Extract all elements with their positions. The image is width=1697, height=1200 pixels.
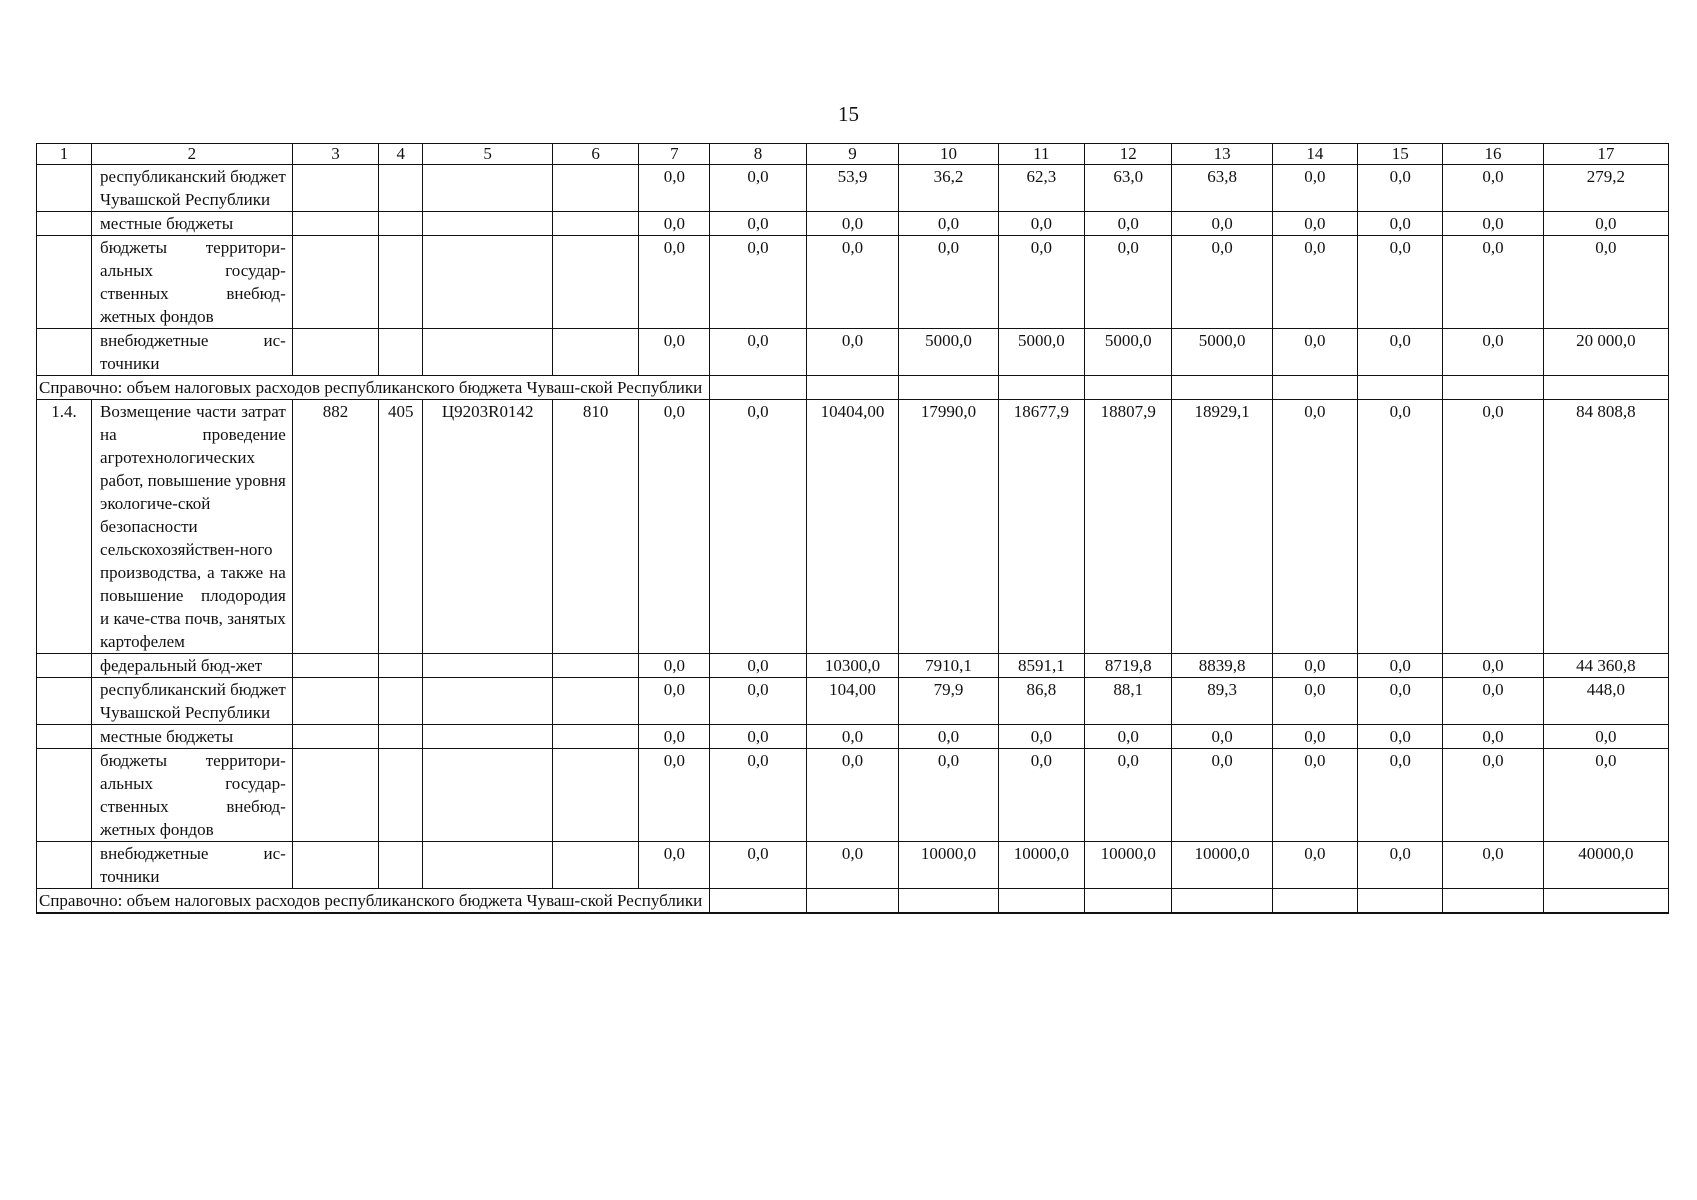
value-cell: 0,0 (1272, 678, 1357, 725)
empty-cell (292, 749, 378, 842)
funding-source-row (37, 654, 1669, 678)
value-cell: 0,0 (1358, 212, 1443, 236)
value-cell: 0,0 (1272, 329, 1357, 376)
value-cell: 40000,0 (1543, 842, 1668, 889)
value-cell: 0,0 (1272, 212, 1357, 236)
value-cell: 0,0 (639, 329, 710, 376)
page-number: 15 (838, 102, 859, 126)
funding-source-name: бюджеты территори-альных государ-ственных внебюд-жетных фондов (92, 749, 293, 842)
empty-cell (379, 165, 423, 212)
funding-source-name: внебюджетные ис-точники (92, 329, 293, 376)
empty-cell (1358, 376, 1443, 400)
funding-source-name: республиканский бюджет Чувашской Республики (92, 165, 293, 212)
empty-cell (552, 749, 638, 842)
empty-cell (1272, 889, 1357, 914)
column-number: 9 (806, 144, 899, 165)
empty-cell (1543, 889, 1668, 914)
value-cell: 0,0 (1443, 725, 1543, 749)
value-cell: 20 000,0 (1543, 329, 1668, 376)
empty-cell (37, 678, 92, 725)
value-cell: 5000,0 (998, 329, 1084, 376)
value-cell: 0,0 (1358, 654, 1443, 678)
value-cell: 0,0 (1172, 212, 1272, 236)
empty-cell (1272, 376, 1357, 400)
value-cell: 0,0 (806, 329, 899, 376)
empty-cell (292, 725, 378, 749)
column-number: 7 (639, 144, 710, 165)
empty-cell (806, 376, 899, 400)
funding-source-row (37, 236, 1669, 329)
reference-note: Справочно: объем налоговых расходов республиканского бюджета Чуваш-ской Республики (37, 376, 710, 400)
empty-cell (710, 889, 806, 914)
value-cell: 0,0 (639, 212, 710, 236)
value-cell: 0,0 (639, 400, 710, 654)
value-cell: 0,0 (806, 212, 899, 236)
empty-cell (1085, 889, 1172, 914)
value-cell: 10000,0 (998, 842, 1084, 889)
empty-cell (423, 654, 553, 678)
empty-cell (292, 329, 378, 376)
empty-cell (998, 376, 1084, 400)
empty-cell (379, 654, 423, 678)
value-cell: 10404,00 (806, 400, 899, 654)
empty-cell (1172, 376, 1272, 400)
value-cell: 63,0 (1085, 165, 1172, 212)
value-cell: 0,0 (639, 654, 710, 678)
value-cell: 0,0 (1272, 842, 1357, 889)
value-cell: 0,0 (998, 725, 1084, 749)
measure-name: Возмещение части затрат на проведение агротехнологических работ, повышение уровня экологиче-ской безопасности сельскохозяйствен-ного производства, а также на повышение плодородия и каче-ства почв, занятых картофелем (92, 400, 293, 654)
value-cell: 0,0 (1358, 678, 1443, 725)
table-body (37, 144, 1669, 914)
value-cell: 53,9 (806, 165, 899, 212)
budget-table (36, 143, 1669, 914)
funding-source-row (37, 842, 1669, 889)
column-number: 10 (899, 144, 998, 165)
column-number: 12 (1085, 144, 1172, 165)
value-cell: 0,0 (1358, 400, 1443, 654)
empty-cell (998, 889, 1084, 914)
empty-cell (292, 842, 378, 889)
value-cell: 0,0 (1358, 165, 1443, 212)
value-cell: 10000,0 (899, 842, 998, 889)
value-cell: 62,3 (998, 165, 1084, 212)
empty-cell (379, 236, 423, 329)
value-cell: 0,0 (806, 749, 899, 842)
value-cell: 0,0 (899, 236, 998, 329)
empty-cell (292, 654, 378, 678)
value-cell: 89,3 (1172, 678, 1272, 725)
value-cell: 0,0 (710, 678, 806, 725)
value-cell: 0,0 (710, 165, 806, 212)
empty-cell (423, 842, 553, 889)
value-cell: 8719,8 (1085, 654, 1172, 678)
empty-cell (1358, 889, 1443, 914)
column-number: 3 (292, 144, 378, 165)
empty-cell (292, 678, 378, 725)
funding-source-row (37, 725, 1669, 749)
value-cell: 0,0 (1272, 236, 1357, 329)
empty-cell (1443, 889, 1543, 914)
value-cell: 0,0 (1543, 236, 1668, 329)
empty-cell (423, 678, 553, 725)
funding-source-row (37, 678, 1669, 725)
funding-source-row (37, 749, 1669, 842)
value-cell: 0,0 (639, 842, 710, 889)
value-cell: 0,0 (639, 165, 710, 212)
column-number: 5 (423, 144, 553, 165)
value-cell: 448,0 (1543, 678, 1668, 725)
value-cell: 0,0 (1443, 749, 1543, 842)
value-cell: 0,0 (899, 212, 998, 236)
empty-cell (292, 236, 378, 329)
funding-source-name: бюджеты территори-альных государ-ственных внебюд-жетных фондов (92, 236, 293, 329)
value-cell: 0,0 (710, 236, 806, 329)
empty-cell (379, 329, 423, 376)
empty-cell (1443, 376, 1543, 400)
value-cell: 8591,1 (998, 654, 1084, 678)
reference-note: Справочно: объем налоговых расходов республиканского бюджета Чуваш-ской Республики (37, 889, 710, 914)
value-cell: 0,0 (998, 236, 1084, 329)
value-cell: 0,0 (1172, 725, 1272, 749)
funding-source-name: внебюджетные ис-точники (92, 842, 293, 889)
cell-col3: 882 (292, 400, 378, 654)
empty-cell (552, 654, 638, 678)
value-cell: 0,0 (1358, 749, 1443, 842)
empty-cell (423, 329, 553, 376)
empty-cell (37, 212, 92, 236)
reference-note-row (37, 376, 1669, 400)
empty-cell (423, 212, 553, 236)
value-cell: 10300,0 (806, 654, 899, 678)
value-cell: 0,0 (1443, 400, 1543, 654)
empty-cell (1085, 376, 1172, 400)
column-number: 2 (92, 144, 293, 165)
value-cell: 0,0 (1358, 725, 1443, 749)
empty-cell (37, 236, 92, 329)
value-cell: 0,0 (1358, 842, 1443, 889)
empty-cell (37, 749, 92, 842)
empty-cell (37, 654, 92, 678)
funding-source-row (37, 212, 1669, 236)
value-cell: 0,0 (1085, 236, 1172, 329)
value-cell: 8839,8 (1172, 654, 1272, 678)
empty-cell (37, 165, 92, 212)
empty-cell (552, 329, 638, 376)
value-cell: 0,0 (1272, 400, 1357, 654)
value-cell: 0,0 (1543, 749, 1668, 842)
value-cell: 0,0 (1443, 678, 1543, 725)
value-cell: 0,0 (1172, 236, 1272, 329)
value-cell: 0,0 (998, 212, 1084, 236)
column-number-row (37, 144, 1669, 165)
value-cell: 0,0 (1272, 654, 1357, 678)
empty-cell (37, 842, 92, 889)
value-cell: 104,00 (806, 678, 899, 725)
value-cell: 18807,9 (1085, 400, 1172, 654)
funding-source-row (37, 329, 1669, 376)
value-cell: 17990,0 (899, 400, 998, 654)
column-number: 17 (1543, 144, 1668, 165)
value-cell: 0,0 (710, 212, 806, 236)
column-number: 11 (998, 144, 1084, 165)
value-cell: 0,0 (1272, 749, 1357, 842)
funding-source-name: местные бюджеты (92, 725, 293, 749)
value-cell: 10000,0 (1172, 842, 1272, 889)
value-cell: 0,0 (998, 749, 1084, 842)
column-number: 1 (37, 144, 92, 165)
value-cell: 10000,0 (1085, 842, 1172, 889)
empty-cell (552, 725, 638, 749)
value-cell: 0,0 (1443, 165, 1543, 212)
column-number: 15 (1358, 144, 1443, 165)
empty-cell (37, 329, 92, 376)
empty-cell (379, 749, 423, 842)
value-cell: 0,0 (639, 725, 710, 749)
funding-source-row (37, 165, 1669, 212)
value-cell: 5000,0 (1172, 329, 1272, 376)
item-index: 1.4. (37, 400, 92, 654)
value-cell: 5000,0 (1085, 329, 1172, 376)
value-cell: 0,0 (710, 842, 806, 889)
funding-source-name: республиканский бюджет Чувашской Республики (92, 678, 293, 725)
value-cell: 0,0 (1172, 749, 1272, 842)
value-cell: 63,8 (1172, 165, 1272, 212)
value-cell: 0,0 (899, 749, 998, 842)
value-cell: 0,0 (1272, 165, 1357, 212)
empty-cell (552, 678, 638, 725)
value-cell: 0,0 (1358, 236, 1443, 329)
empty-cell (423, 165, 553, 212)
measure-row (37, 400, 1669, 654)
empty-cell (552, 165, 638, 212)
empty-cell (552, 236, 638, 329)
funding-source-name: федеральный бюд-жет (92, 654, 293, 678)
empty-cell (552, 212, 638, 236)
value-cell: 0,0 (1358, 329, 1443, 376)
empty-cell (292, 212, 378, 236)
cell-col4: 405 (379, 400, 423, 654)
value-cell: 0,0 (1085, 725, 1172, 749)
value-cell: 18929,1 (1172, 400, 1272, 654)
value-cell: 0,0 (639, 749, 710, 842)
empty-cell (423, 749, 553, 842)
cell-col6: 810 (552, 400, 638, 654)
column-number: 8 (710, 144, 806, 165)
value-cell: 0,0 (1443, 236, 1543, 329)
column-number: 6 (552, 144, 638, 165)
value-cell: 88,1 (1085, 678, 1172, 725)
value-cell: 7910,1 (899, 654, 998, 678)
funding-source-name: местные бюджеты (92, 212, 293, 236)
value-cell: 44 360,8 (1543, 654, 1668, 678)
empty-cell (37, 725, 92, 749)
reference-note-row (37, 889, 1669, 914)
value-cell: 0,0 (1443, 842, 1543, 889)
empty-cell (1543, 376, 1668, 400)
empty-cell (379, 212, 423, 236)
value-cell: 0,0 (1085, 212, 1172, 236)
column-number: 14 (1272, 144, 1357, 165)
value-cell: 0,0 (1272, 725, 1357, 749)
cell-col5: Ц9203R0142 (423, 400, 553, 654)
value-cell: 5000,0 (899, 329, 998, 376)
value-cell: 0,0 (710, 329, 806, 376)
value-cell: 0,0 (1543, 212, 1668, 236)
empty-cell (423, 236, 553, 329)
empty-cell (899, 376, 998, 400)
empty-cell (1172, 889, 1272, 914)
empty-cell (423, 725, 553, 749)
empty-cell (379, 842, 423, 889)
empty-cell (292, 165, 378, 212)
value-cell: 0,0 (1085, 749, 1172, 842)
value-cell: 0,0 (806, 725, 899, 749)
empty-cell (806, 889, 899, 914)
empty-cell (710, 376, 806, 400)
value-cell: 0,0 (1443, 654, 1543, 678)
value-cell: 18677,9 (998, 400, 1084, 654)
value-cell: 0,0 (710, 400, 806, 654)
empty-cell (552, 842, 638, 889)
value-cell: 0,0 (1443, 212, 1543, 236)
value-cell: 279,2 (1543, 165, 1668, 212)
value-cell: 0,0 (1443, 329, 1543, 376)
value-cell: 84 808,8 (1543, 400, 1668, 654)
value-cell: 0,0 (639, 236, 710, 329)
column-number: 16 (1443, 144, 1543, 165)
empty-cell (379, 678, 423, 725)
value-cell: 36,2 (899, 165, 998, 212)
value-cell: 79,9 (899, 678, 998, 725)
empty-cell (379, 725, 423, 749)
value-cell: 0,0 (806, 842, 899, 889)
column-number: 13 (1172, 144, 1272, 165)
value-cell: 0,0 (710, 749, 806, 842)
value-cell: 0,0 (710, 725, 806, 749)
value-cell: 0,0 (639, 678, 710, 725)
value-cell: 0,0 (710, 654, 806, 678)
column-number: 4 (379, 144, 423, 165)
value-cell: 0,0 (806, 236, 899, 329)
value-cell: 0,0 (1543, 725, 1668, 749)
value-cell: 86,8 (998, 678, 1084, 725)
empty-cell (899, 889, 998, 914)
value-cell: 0,0 (899, 725, 998, 749)
